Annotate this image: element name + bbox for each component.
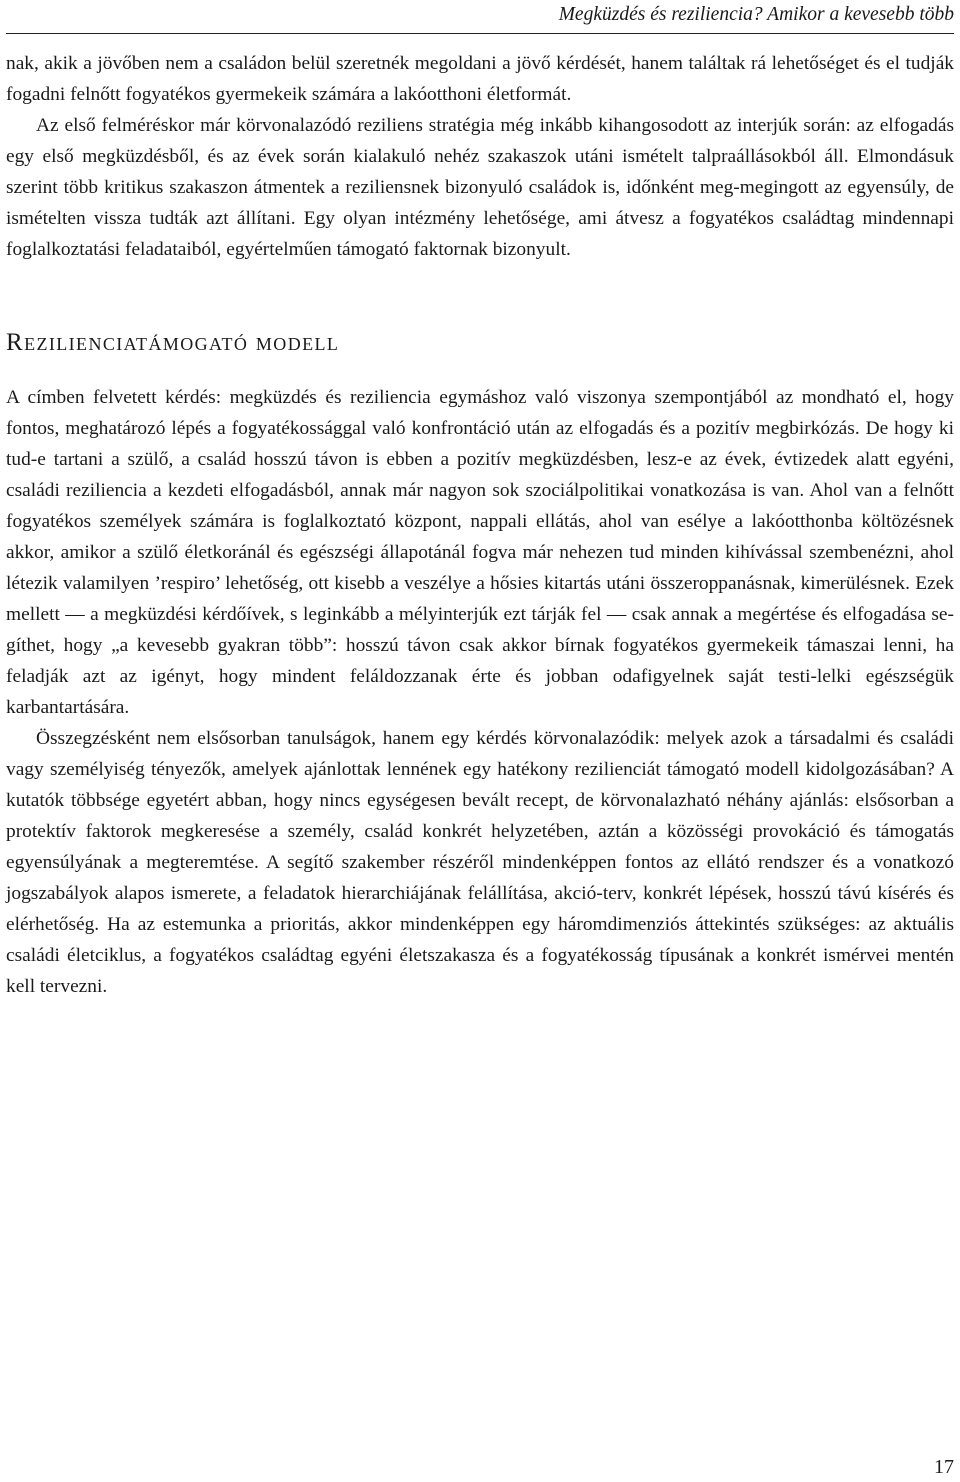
- running-header: Megküzdés és reziliencia? Amikor a kevesebb több: [558, 4, 954, 25]
- paragraph-resilience-strategy: Az első felméréskor már körvonalazódó reziliens stratégia még inkább kihangosodott az interjúk során: az elfogadás egy első megküzdésből, és az évek során kialakuló nehéz szakaszok utáni ismételt talpraállásokból áll. Elmondásuk szerint több kritikus szakaszon átmentek a reziliensnek bizonyuló családok is, időnként meg-megingott az egyensúly, de ismételten vissza tudták azt állítani. Egy olyan intézmény lehetősége, ami átvesz a fogyatékos családtag mindennapi foglalkoztatási feladataiból, egyértelműen támogató faktornak bizonyult.: [6, 115, 954, 260]
- paragraph-continuation: nak, akik a jövőben nem a családon belül szeretnék megoldani a jövő kérdését, hanem találtak rá lehetőséget és el tudják fogadni felnőtt fogyatékos gyermekeik számára a lakóotthoni életformát.: [6, 53, 954, 105]
- paragraph-summary: Összegzésként nem elsősorban tanulságok, hanem egy kérdés körvonalazódik: melyek azok a társadalmi és családi vagy személyiség tényezők, amelyek ajánlottak lennének egy hatékony rezilienciát támogató modell kidolgozásában? A kutatók többsége egyetért abban, hogy nincs egységesen bevált recept, de körvonalazható néhány ajánlás: elsősorban a protektív faktorok megkeresése a személy, család konkrét helyzetében, aztán a közösségi provokáció és támogatás egyensúlyának a megteremtése. A segítő szakember részéről mindenképpen fontos az ellátó rendszer és a vonatkozó jogszabályok alapos ismerete, a feladatok hierarchiájának felállítása, akció-terv, konkrét lépések, hosszú távú kísérés és elérhetőség. Ha az estemunka a prioritás, akkor mindenképpen egy háromdimenziós áttekintés szükséges: az aktuális családi életciklus, a fogyatékos családtag egyéni életszakasza és a fogyatékosság típusának a konkrét ismérvei mentén kell tervezni.: [6, 728, 954, 997]
- section-heading: Rezilienciatámogató modell: [6, 329, 340, 356]
- paragraph-coping-resilience: A címben felvetett kérdés: megküzdés és reziliencia egymáshoz való viszonya szempontjából az mondható el, hogy fontos, meghatározó lépés a fogyatékossággal való konfrontáció után az elfogadás és a pozitív megbirkózás. De hogy ki tud-e tartani a szülő, a család hosszú távon is ebben a pozitív megküzdésben, lesz-e az évek, évtizedek alatt egyéni, családi reziliencia a kezdeti elfogadásból, annak már nagyon sok szociálpolitikai vonatkozása is van. Ahol van a felnőtt fogyatékos személyek számára is foglalkoztató központ, nappali ellátás, ahol van esélye a lakóotthonba költözésnek akkor, amikor a szülő életkoránál és egészségi állapotánál fogva már nehezen tud minden kihívással szembenézni, ahol létezik valamilyen ’respiro’ lehetőség, ott kisebb a veszélye a hősies kitartás utáni összeroppanásnak, kimerülésnek. Ezek mellett — a megküzdési kérdőívek, s leginkább a mélyinterjúk ezt tárják fel — csak annak a megértése és elfogadása segíthet, hogy „a kevesebb gyakran több”: hosszú távon csak akkor bírnak fogyatékos gyermekeik támaszai lenni, ha feladják azt az igényt, hogy mindent feláldozzanak érte és jobban odafigyelnek saját testi-lelki egészségük karbantartására.: [6, 387, 954, 718]
- page-number: 17: [934, 1456, 954, 1478]
- page-body: [6, 48, 954, 1002]
- header-rule: [6, 33, 954, 34]
